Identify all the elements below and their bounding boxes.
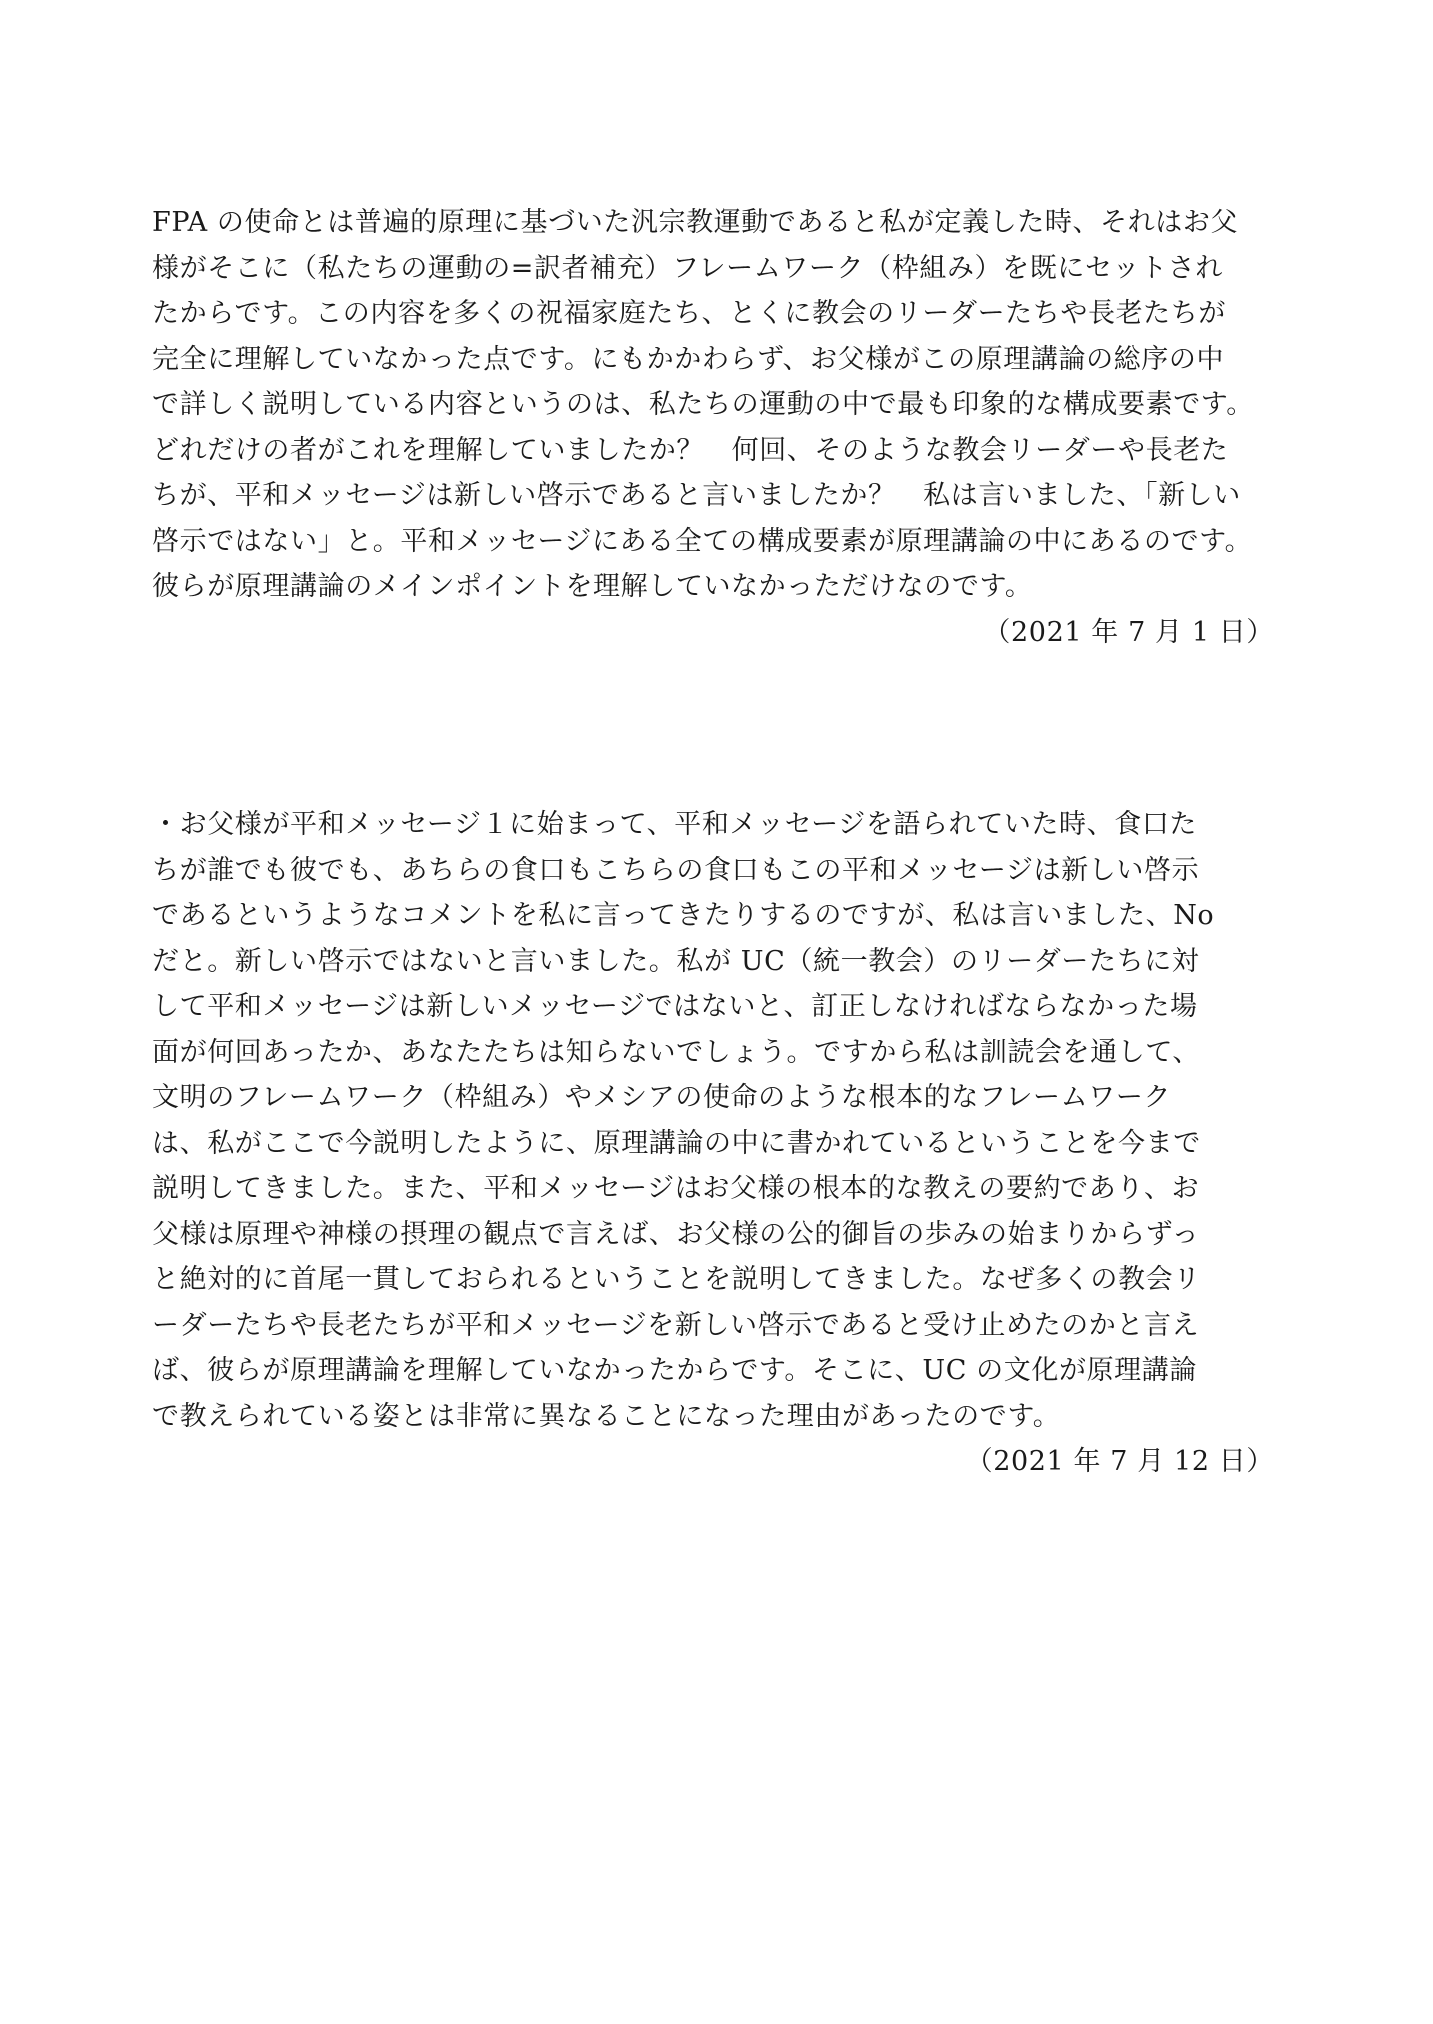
text-line: は、私がここで今説明したように、原理講論の中に書かれているということを今まで (152, 1127, 1201, 1159)
text-line: で教えられている姿とは非常に異なることになった理由があったのです。 (152, 1400, 1061, 1432)
text-line: であるというようなコメントを私に言ってきたりするのですが、私は言いました、No (152, 900, 1215, 931)
date-label: （2021 年 7 月 1 日） (983, 616, 1274, 648)
text-line: たからです。この内容を多くの祝福家庭たち、とくに教会のリーダーたちや長老たちが (152, 298, 1226, 329)
text-line: 説明してきました。また、平和メッセージはお父様の根本的な教えの要約であり、お (152, 1173, 1200, 1204)
text-line: 父様は原理や神様の摂理の観点で言えば、お父様の公的御旨の歩みの始まりからずっ (152, 1218, 1200, 1250)
text-line: と絶対的に首尾一貫しておられるということを説明してきました。なぜ多くの教会リ (152, 1264, 1201, 1295)
text-line: 面が何回あったか、あなたたちは知らないでしょう。ですから私は訓読会を通して、 (152, 1036, 1200, 1068)
text-line: 文明のフレームワーク（枠組み）やメシアの使命のような根本的なフレームワーク (152, 1082, 1172, 1113)
text-line: どれだけの者がこれを理解していましたか？ 何回、そのような教会リーダーや長老た (152, 434, 1229, 466)
paragraph-2021-07-12 (152, 802, 1282, 1485)
text-line: 彼らが原理講論のメインポイントを理解していなかっただけなのです。 (152, 571, 1033, 602)
text-line: だと。新しい啓示ではないと言いました。私が UC（統一教会）のリーダーたちに対 (152, 945, 1200, 977)
text-line: で詳しく説明している内容というのは、私たちの運動の中で最も印象的な構成要素です。 (152, 389, 1254, 420)
date-label: （2021 年 7 月 12 日） (965, 1446, 1274, 1477)
paragraph-2021-07-01 (152, 200, 1282, 655)
text-line: ・お父様が平和メッセージ１に始まって、平和メッセージを語られていた時、食口た (152, 809, 1198, 840)
text-line: FPA の使命とは普遍的原理に基づいた汎宗教運動であると私が定義した時、それはお父 (152, 207, 1239, 238)
text-line: ちが、平和メッセージは新しい啓示であると言いましたか？ 私は言いました、「新しい (152, 480, 1241, 511)
text-line: して平和メッセージは新しいメッセージではないと、訂正しなければならなかった場 (152, 991, 1198, 1022)
text-line: 完全に理解していなかった点です。にもかかわらず、お父様がこの原理講論の総序の中 (152, 343, 1225, 375)
text-line: ーダーたちや長老たちが平和メッセージを新しい啓示であると受け止めたのかと言え (152, 1309, 1200, 1341)
text-line: 啓示ではない」と。平和メッセージにある全ての構成要素が原理講論の中にあるのです。 (152, 525, 1253, 557)
text-line: ば、彼らが原理講論を理解していなかったからです。そこに、UC の文化が原理講論 (152, 1355, 1197, 1386)
text-line: ちが誰でも彼でも、あちらの食口もこちらの食口もこの平和メッセージは新しい啓示 (152, 854, 1200, 886)
text-line: 様がそこに（私たちの運動の=訳者補充）フレームワーク（枠組み）を既にセットされ (152, 252, 1223, 284)
